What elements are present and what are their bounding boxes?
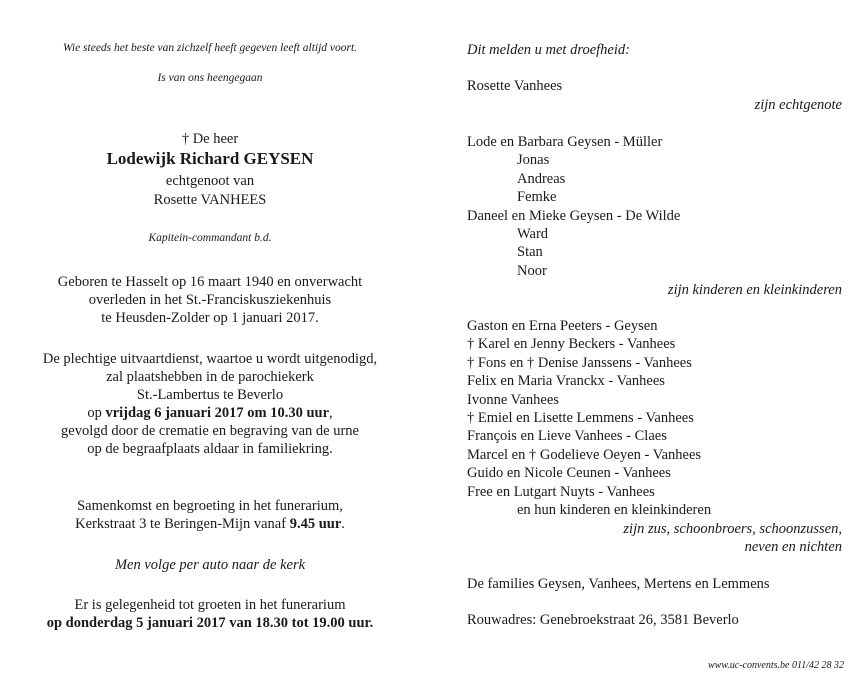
widow-name: Rosette Vanhees — [467, 78, 563, 94]
relative-line: Ivonne Vanhees — [467, 391, 559, 408]
gathering-suffix: . — [341, 516, 345, 532]
relative-line: † Emiel en Lisette Lemmens - Vanhees — [467, 410, 694, 426]
announcement-intro: Dit melden u met droefheid: — [467, 42, 630, 58]
gathering-address: Kerkstraat 3 te Beringen-Mijn vanaf — [75, 516, 290, 532]
address-line: Rouwadres: Genebroekstraat 26, 3581 Beverlo — [467, 612, 739, 628]
birth-line-3: te Heusden-Zolder op 1 januari 2017. — [101, 310, 319, 326]
birth-line-1: Geboren te Hasselt op 16 maart 1940 en onverwacht — [57, 274, 363, 290]
funeral-line-2: zal plaatshebben in de parochiekerk — [106, 369, 314, 385]
children-role: zijn kinderen en kleinkinderen — [667, 282, 842, 298]
gathering-line-2 — [0, 515, 420, 533]
funeral-date-line — [0, 404, 420, 422]
families-line: De families Geysen, Vanhees, Mertens en Lemmens — [467, 576, 770, 592]
publisher-footer: www.uc-convents.be 011/42 28 32 — [708, 660, 844, 671]
relative-line: Guido en Nicole Ceunen - Vanhees — [467, 465, 671, 482]
siblings-role-1: zijn zus, schoonbroers, schoonzussen, — [623, 521, 842, 537]
title-prefix: † De heer — [181, 131, 239, 147]
spouse-intro: echtgenoot van — [165, 173, 255, 189]
family-member-line: Ward — [517, 226, 549, 242]
deceased-name: Lodewijk Richard GEYSEN — [106, 149, 314, 168]
funeral-line-3: St.-Lambertus te Beverlo — [136, 387, 284, 403]
funeral-line-1: De plechtige uitvaartdienst, waartoe u wordt uitgenodigd, — [42, 351, 378, 367]
widow-role: zijn echtgenote — [754, 97, 842, 113]
car-note: Men volge per auto naar de kerk — [114, 557, 306, 573]
cremation-line-2: op de begraafplaats aldaar in familiekring. — [87, 441, 333, 457]
passed-away-note: Is van ons heengegaan — [157, 72, 263, 84]
family-member-line: Lode en Barbara Geysen - Müller — [467, 134, 663, 150]
relative-line: Marcel en † Godelieve Oeyen - Vanhees — [467, 446, 702, 463]
greeting-line: Er is gelegenheid tot groeten in het funerarium — [74, 597, 346, 613]
spouse-name: Rosette VANHEES — [153, 192, 267, 208]
greeting-time: op donderdag 5 januari 2017 van 18.30 tot 19.00 uur. — [46, 615, 374, 631]
family-member-line: Noor — [517, 262, 547, 279]
relative-line: François en Lieve Vanhees - Claes — [467, 428, 667, 445]
left-panel — [0, 0, 420, 685]
siblings-role-2: neven en nichten — [744, 539, 842, 555]
relative-line: Felix en Maria Vranckx - Vanhees — [467, 373, 665, 390]
birth-line-2: overleden in het St.-Franciskusziekenhuis — [88, 292, 332, 308]
family-member-line: Andreas — [517, 170, 566, 187]
relative-line: † Karel en Jenny Beckers - Vanhees — [467, 336, 676, 353]
relative-line: Gaston en Erna Peeters - Geysen — [467, 318, 658, 334]
family-member-line: Femke — [517, 189, 557, 206]
family-member-line: Daneel en Mieke Geysen - De Wilde — [467, 207, 681, 224]
funeral-date-prefix: op — [87, 405, 106, 421]
family-member-line: Stan — [517, 244, 543, 261]
funeral-date-suffix: , — [329, 405, 333, 421]
funeral-date: vrijdag 6 januari 2017 om 10.30 uur — [105, 405, 330, 421]
relative-line: † Fons en † Denise Janssens - Vanhees — [467, 354, 692, 371]
gathering-line-1: Samenkomst en begroeting in het funerarium, — [77, 498, 343, 514]
relative-line: en hun kinderen en kleinkinderen — [517, 502, 712, 518]
gathering-time: 9.45 uur — [289, 516, 342, 532]
family-member-line: Jonas — [517, 152, 550, 169]
rank: Kapitein-commandant b.d. — [148, 232, 272, 244]
right-panel — [430, 0, 862, 685]
cremation-line-1: gevolgd door de crematie en begraving van de urne — [61, 423, 359, 439]
relative-line: Free en Lutgart Nuyts - Vanhees — [467, 483, 655, 500]
memorial-quote: Wie steeds het beste van zichzelf heeft gegeven leeft altijd voort. — [62, 42, 358, 54]
